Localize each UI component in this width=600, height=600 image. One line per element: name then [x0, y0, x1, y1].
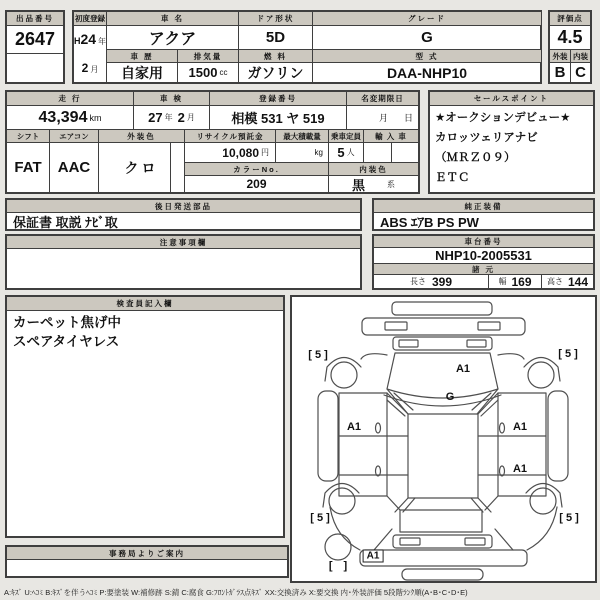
auction-number-empty: [7, 53, 63, 82]
office-notice-body: [7, 559, 287, 576]
displacement-value: [177, 62, 238, 82]
chassis-value: NHP10-2005531: [374, 247, 593, 263]
ext-color-divider: [170, 142, 171, 192]
mileage-unit: km: [89, 112, 102, 123]
max-load-unit: kg: [314, 148, 323, 157]
first-reg-value: [74, 25, 106, 82]
windshield-mark: G: [445, 391, 455, 403]
first-reg-era: H: [74, 36, 81, 46]
front-left-tire-mark: [ 5 ]: [308, 349, 328, 361]
spec-height-label: 高さ: [546, 277, 563, 286]
exterior-label: 外装: [550, 49, 570, 62]
max-load-label: 最大積載量: [275, 129, 328, 142]
spec-length-value: 399: [431, 274, 453, 288]
mileage-number: 43,394: [38, 108, 88, 126]
doors-value: 5D: [238, 25, 312, 49]
spec-length-label: 長さ: [409, 277, 426, 286]
shift-label: シフト: [7, 129, 49, 142]
vehicle-info-box: [72, 10, 542, 84]
sales-point-label: セールスポイント: [430, 92, 593, 105]
interior-grade: C: [570, 62, 590, 82]
color-no-value: 209: [184, 175, 328, 192]
auction-number-box: [5, 10, 65, 84]
name-change-label: 名変期限日: [346, 92, 418, 105]
first-reg-year: 24: [80, 31, 97, 47]
notes-value: [7, 248, 360, 288]
displacement-number: 1500: [188, 65, 218, 80]
mileage-value: [7, 105, 133, 129]
aircon-label: エアコン: [49, 129, 98, 142]
sales-point-box: [428, 90, 595, 194]
specs-label: 諸 元: [374, 263, 593, 274]
reg-no-label: 登録番号: [209, 92, 346, 105]
first-reg-month: 2: [81, 61, 89, 75]
color-no-label: カラーNo.: [184, 162, 328, 175]
spec-height: [541, 274, 593, 288]
rear-right-tire-mark: [ 5 ]: [559, 512, 579, 524]
model-code-value: DAA-NHP10: [312, 62, 541, 82]
inspector-label: 検査員記入欄: [7, 297, 283, 310]
inspection-year: 27: [148, 110, 163, 125]
score-label: 評価点: [550, 12, 590, 25]
inspector-line: カーペット焦げ中: [7, 310, 283, 330]
chassis-spec-box: [372, 234, 595, 290]
displacement-label: 排気量: [177, 49, 238, 62]
first-reg-month-unit: 月: [90, 65, 99, 74]
model-code-label: 型 式: [312, 49, 541, 62]
doors-label: ドア形状: [238, 12, 312, 25]
legend-text: A:ｷｽﾞ U:ﾍｺﾐ B:ｷｽﾞを伴うﾍｺﾐ P:要塗装 W:補修跡 S:錆 C:腐食 G:ﾌﾛﾝﾄｶﾞﾗｽ点ｷｽﾞ XX:交換済み X:要交換 内･外装評価 5段階ﾗﾝｸ順(A･B･C･D･E): [4, 588, 468, 597]
front-right-tire-mark: [ 5 ]: [558, 348, 578, 360]
rear-left-tire-mark: [ 5 ]: [310, 512, 330, 524]
int-color-label: 内装色: [328, 162, 418, 175]
fuel-value: ガソリン: [238, 62, 312, 82]
auction-number-label: 出品番号: [7, 12, 63, 25]
car-name-value: アクア: [106, 25, 238, 49]
history-label: 車 歴: [106, 49, 177, 62]
int-color-value: [328, 175, 418, 192]
inspection-month-unit: 月: [186, 113, 195, 122]
spec-length: [374, 274, 488, 288]
oem-equip-box: [372, 198, 595, 231]
inspection-value: [133, 105, 209, 129]
rear-bumper-mark: A1: [363, 550, 384, 563]
inspection-year-unit: 年: [164, 113, 173, 122]
ext-color-value: クロ: [98, 142, 184, 192]
inspection-label: 車 検: [133, 92, 209, 105]
capacity-number: 5: [337, 145, 345, 160]
history-value: 自家用: [106, 62, 177, 82]
interior-label: 内装: [570, 49, 590, 62]
import-divider: [391, 142, 392, 162]
reg-no-value: 相模 531 ヤ 519: [209, 105, 346, 129]
right-front-door-mark: A1: [512, 421, 528, 433]
recycle-label: リサイクル預託金: [184, 129, 275, 142]
registration-box: [5, 90, 420, 194]
ship-later-box: [5, 198, 362, 231]
oem-equip-value: ABS ｴｱB PS PW: [374, 212, 593, 229]
mileage-label: 走 行: [7, 92, 133, 105]
int-color-name: 黒: [351, 177, 365, 192]
fuel-label: 燃 料: [238, 49, 312, 62]
import-label: 輸 入 車: [363, 129, 418, 142]
damage-diagram: [290, 295, 597, 583]
left-front-door-mark: A1: [346, 421, 362, 433]
score-value: 4.5: [550, 25, 590, 49]
oem-equip-label: 純正装備: [374, 200, 593, 212]
ext-color-label: 外装色: [98, 129, 184, 142]
first-reg-label: 初度登録: [75, 14, 105, 23]
spec-width-label: 幅: [498, 277, 507, 286]
inspection-month: 2: [177, 110, 185, 125]
sales-point-line: （ＭＲＺ０９）: [435, 152, 516, 164]
recycle-unit: 円: [261, 148, 269, 157]
shift-value: FAT: [7, 142, 49, 192]
recycle-value: [184, 142, 275, 162]
right-rear-door-mark: A1: [512, 463, 528, 475]
name-change-value: [346, 105, 418, 129]
inspector-box: [5, 295, 285, 538]
sales-point-line: ★オークションデビュー★: [430, 105, 593, 127]
name-change-day-label: 日: [403, 113, 413, 123]
hood-mark: A1: [455, 363, 471, 375]
auction-number-value: 2647: [7, 25, 63, 53]
grade-value: G: [312, 25, 541, 49]
car-name-label: 車 名: [106, 12, 238, 25]
spec-width: [488, 274, 541, 288]
displacement-unit: cc: [219, 68, 228, 77]
grade-label: グレード: [312, 12, 541, 25]
office-notice-box: [5, 545, 289, 578]
car-outline-drawing: [292, 297, 595, 581]
name-change-month-label: 月: [378, 113, 388, 123]
capacity-label: 乗車定員: [328, 129, 363, 142]
spec-height-value: 144: [567, 274, 589, 288]
capacity-unit: 人: [346, 148, 355, 157]
exterior-grade: B: [550, 62, 570, 82]
ship-later-value: 保証書 取説 ﾅﾋﾞ取: [7, 212, 360, 229]
recycle-number: 10,080: [222, 145, 259, 160]
score-box: [548, 10, 592, 84]
sales-point-line: カロッツェリアナビ: [435, 132, 538, 144]
capacity-value: [328, 142, 363, 162]
aircon-value: AAC: [49, 142, 98, 192]
sales-point-line: ＥＴＣ: [435, 172, 470, 184]
ship-later-label: 後日発送部品: [7, 200, 360, 212]
spec-width-value: 169: [511, 274, 532, 288]
max-load-value: [275, 142, 328, 162]
chassis-label: 車台番号: [374, 236, 593, 247]
notes-label: 注意事項欄: [7, 236, 360, 248]
spare-tire-mark: [ ]: [328, 560, 348, 572]
inspector-line: スペアタイヤレス: [13, 334, 120, 349]
office-notice-label: 事務局よりご案内: [7, 547, 287, 559]
first-reg-year-unit: 年: [98, 37, 106, 46]
int-color-suffix: 系: [387, 179, 395, 189]
notes-box: [5, 234, 362, 290]
